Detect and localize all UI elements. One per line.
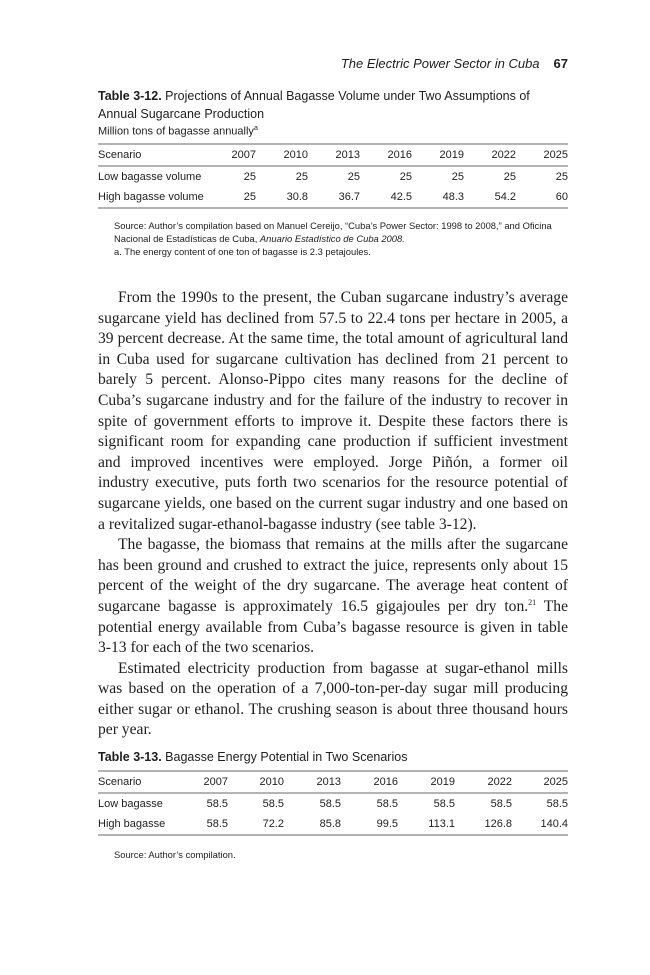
table-cell: High bagasse <box>98 814 188 835</box>
paragraph-2 <box>98 535 568 659</box>
table-cell: 58.5 <box>188 814 228 835</box>
table-cell: 36.7 <box>308 187 360 208</box>
table-3-12-units <box>98 125 568 138</box>
table-cell: 85.8 <box>284 814 341 835</box>
column-header: 2019 <box>412 144 464 166</box>
column-header: Scenario <box>98 771 188 793</box>
running-head <box>341 56 568 71</box>
table-3-12-label: Table 3-12. <box>98 89 162 103</box>
table-cell: 30.8 <box>256 187 308 208</box>
source-text: Source: Author’s compilation based on Manuel Cereijo, “Cuba’s Power Sector: 1998 to 2008,” and Oficina Nacional de Estadísticas de Cuba, <box>114 219 552 244</box>
table-3-13-caption <box>98 748 568 766</box>
table-3-13-title: Bagasse Energy Potential in Two Scenarios <box>165 750 408 764</box>
table-cell: 58.5 <box>433 798 455 810</box>
paragraph-2-part-b: The potential energy available from Cuba’s bagasse resource is given in table 3-13 for each of the two scenarios. <box>98 597 568 657</box>
table-3-12-caption <box>98 87 568 123</box>
table-3-13-source: Source: Author’s compilation. <box>114 849 236 860</box>
table-cell: 25 <box>399 170 412 183</box>
table-cell: 60 <box>516 187 568 208</box>
table-cell: 48.3 <box>412 187 464 208</box>
table-cell: 25 <box>555 170 568 183</box>
body-text <box>98 288 568 741</box>
table-cell: 113.1 <box>398 814 455 835</box>
column-header: 2022 <box>455 771 512 793</box>
table-row <box>98 187 568 208</box>
table-cell: 126.8 <box>455 814 512 835</box>
column-header: 2010 <box>228 771 284 793</box>
table-3-13 <box>98 770 568 836</box>
table-cell: 54.2 <box>464 187 516 208</box>
table-cell: 99.5 <box>341 814 398 835</box>
column-header: 2025 <box>516 144 568 166</box>
table-cell: Low bagasse volume <box>98 170 202 183</box>
table-cell: 58.5 <box>546 798 568 810</box>
table-cell: 58.5 <box>262 798 284 810</box>
column-header: 2013 <box>284 771 341 793</box>
table-row <box>98 814 568 835</box>
paragraph-2-part-a: The bagasse, the biomass that remains at the mills after the sugarcane has been ground and crushed to extract the juice, represents only about 15 percent of the weight of the dry sugarcane. The average heat content of sugarcane bagasse is approximately 16.5 gigajoules per dry ton. <box>98 536 568 615</box>
table-cell: Low bagasse <box>98 798 163 810</box>
table-3-12-notes <box>98 219 568 258</box>
column-header: 2016 <box>360 144 412 166</box>
table-cell: 25 <box>347 170 360 183</box>
table-3-13-notes <box>98 848 568 861</box>
source-italic-title: Anuario Estadístico de Cuba 2008. <box>259 232 405 244</box>
table-3-12 <box>98 143 568 209</box>
table-header-row <box>98 771 568 793</box>
table-cell: 42.5 <box>360 187 412 208</box>
endnote-marker: 21 <box>528 597 537 607</box>
column-header: 2007 <box>216 144 256 166</box>
table-cell: 58.5 <box>206 798 228 810</box>
column-header: 2016 <box>341 771 398 793</box>
table-cell: 25 <box>216 187 256 208</box>
table-3-12-source <box>98 219 568 245</box>
table-cell: 58.5 <box>490 798 512 810</box>
table-3-13-label: Table 3-13. <box>98 750 162 764</box>
paragraph-3: Estimated electricity production from bagasse at sugar-ethanol mills was based on the operation of a 7,000-ton-per-day sugar mill producing either sugar or ethanol. The crushing season is about three thousand hours per year. <box>98 659 568 739</box>
table-cell: 25 <box>451 170 464 183</box>
column-header: Scenario <box>98 144 216 166</box>
table-cell: High bagasse volume <box>98 187 216 208</box>
paragraph-1: From the 1990s to the present, the Cuban sugarcane industry’s average sugarcane yield has declined from 57.5 to 22.4 tons per hectare in 2005, a 39 percent decrease. At the same time, the total amount of agricultural land in Cuba used for sugarcane cultivation has declined from 21 percent to barely 5 percent. Alonso-Pippo cites many reasons for the decline of Cuba’s sugarcane industry and for the failure of the industry to recover in spite of government efforts to improve it. Despite these factors there is significant room for expanding cane production if sufficient investment and improved incentives were employed. Jorge Piñón, a former oil industry executive, puts forth two scenarios for the resource potential of sugarcane yields, one based on the current sugar industry and one based on a revitalized sugar-ethanol-bagasse industry (see table 3-12). <box>98 289 568 533</box>
column-header: 2022 <box>464 144 516 166</box>
column-header: 2010 <box>256 144 308 166</box>
table-row <box>98 166 568 187</box>
table-3-12-block <box>98 87 568 258</box>
table-cell: 58.5 <box>319 798 341 810</box>
units-text: Million tons of bagasse annually <box>98 125 254 138</box>
table-3-12-footnote: a. The energy content of one ton of bagasse is 2.3 petajoules. <box>114 245 371 257</box>
units-footnote-marker: a <box>253 125 258 132</box>
column-header: 2007 <box>188 771 228 793</box>
table-3-13-block <box>98 748 568 861</box>
page-number: 67 <box>553 56 568 71</box>
table-cell: 25 <box>503 170 516 183</box>
column-header: 2025 <box>512 771 568 793</box>
column-header: 2013 <box>308 144 360 166</box>
table-cell: 72.2 <box>228 814 284 835</box>
table-header-row <box>98 144 568 166</box>
table-3-12-title: Projections of Annual Bagasse Volume under Two Assumptions of Annual Sugarcane Production <box>98 89 530 121</box>
table-row <box>98 793 568 814</box>
column-header: 2019 <box>398 771 455 793</box>
table-cell: 25 <box>243 170 256 183</box>
running-head-title: The Electric Power Sector in Cuba <box>340 56 540 71</box>
table-cell: 25 <box>295 170 308 183</box>
table-cell: 140.4 <box>512 814 568 835</box>
table-cell: 58.5 <box>376 798 398 810</box>
